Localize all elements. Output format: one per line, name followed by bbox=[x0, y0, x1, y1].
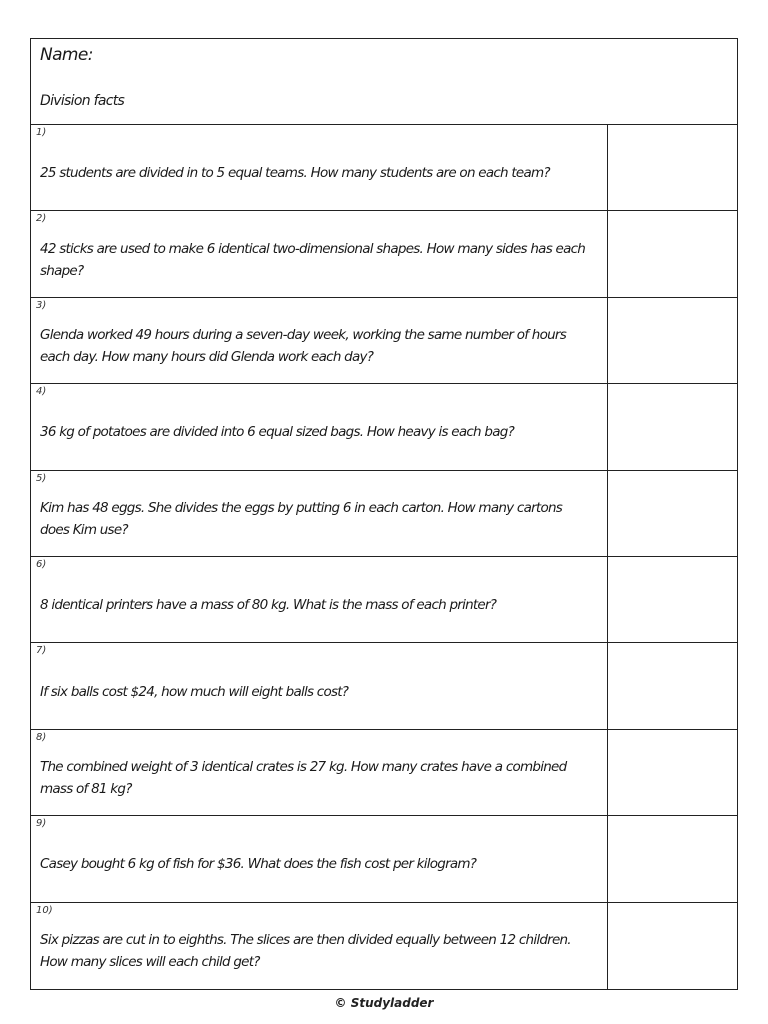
question-row-4 bbox=[31, 384, 737, 470]
question-cell bbox=[31, 384, 608, 469]
worksheet bbox=[30, 38, 738, 990]
question-row-7 bbox=[31, 643, 737, 729]
question-number: 10) bbox=[36, 904, 53, 916]
question-cell bbox=[31, 643, 608, 728]
name-label: Name: bbox=[40, 45, 93, 65]
question-row-3 bbox=[31, 298, 737, 384]
answer-box[interactable] bbox=[608, 384, 737, 469]
question-number: 8) bbox=[36, 731, 47, 743]
question-cell bbox=[31, 557, 608, 642]
question-row-10 bbox=[31, 903, 737, 989]
question-text: If six balls cost $24, how much will eight balls cost? bbox=[40, 683, 349, 700]
question-row-2 bbox=[31, 211, 737, 297]
question-cell bbox=[31, 298, 608, 383]
question-text: 36 kg of potatoes are divided into 6 equal sized bags. How heavy is each bag? bbox=[40, 424, 514, 441]
answer-box[interactable] bbox=[608, 557, 737, 642]
answer-box[interactable] bbox=[608, 730, 737, 815]
question-number: 9) bbox=[36, 818, 47, 830]
answer-box[interactable] bbox=[608, 903, 737, 989]
question-cell bbox=[31, 816, 608, 901]
question-cell bbox=[31, 730, 608, 815]
question-text: Casey bought 6 kg of fish for $36. What does the fish cost per kilogram? bbox=[40, 856, 477, 873]
answer-box[interactable] bbox=[608, 211, 737, 296]
question-number: 5) bbox=[36, 472, 47, 484]
question-row-6 bbox=[31, 557, 737, 643]
answer-box[interactable] bbox=[608, 643, 737, 728]
question-number: 2) bbox=[36, 213, 47, 225]
question-text: Six pizzas are cut in to eighths. The slices are then divided equally between 12 children. How many slices will each child get? bbox=[40, 932, 571, 971]
worksheet-title: Division facts bbox=[40, 93, 125, 109]
question-row-8 bbox=[31, 730, 737, 816]
copyright-footer: © Studyladder bbox=[334, 996, 434, 1010]
question-number: 3) bbox=[36, 299, 47, 311]
worksheet-header bbox=[31, 39, 737, 125]
answer-box[interactable] bbox=[608, 125, 737, 210]
question-text: 25 students are divided in to 5 equal teams. How many students are on each team? bbox=[40, 165, 550, 182]
question-number: 7) bbox=[36, 645, 47, 657]
question-cell bbox=[31, 125, 608, 210]
question-cell bbox=[31, 903, 608, 989]
question-text: 42 sticks are used to make 6 identical two-dimensional shapes. How many sides has each shape? bbox=[40, 240, 586, 279]
question-text: The combined weight of 3 identical crates is 27 kg. How many crates have a combined mass of 81 kg? bbox=[40, 758, 567, 797]
question-text: Glenda worked 49 hours during a seven-day week, working the same number of hours each day. How many hours did Glenda work each day? bbox=[40, 326, 566, 365]
question-number: 1) bbox=[36, 127, 47, 138]
answer-box[interactable] bbox=[608, 471, 737, 556]
question-cell bbox=[31, 211, 608, 296]
question-text: Kim has 48 eggs. She divides the eggs by putting 6 in each carton. How many cartons does Kim use? bbox=[40, 499, 563, 538]
question-text: 8 identical printers have a mass of 80 kg. What is the mass of each printer? bbox=[40, 597, 497, 614]
question-cell bbox=[31, 471, 608, 556]
question-row-5 bbox=[31, 471, 737, 557]
answer-box[interactable] bbox=[608, 298, 737, 383]
question-number: 4) bbox=[36, 386, 47, 398]
question-row-9 bbox=[31, 816, 737, 902]
question-row-1 bbox=[31, 125, 737, 211]
question-number: 6) bbox=[36, 558, 47, 570]
answer-box[interactable] bbox=[608, 816, 737, 901]
